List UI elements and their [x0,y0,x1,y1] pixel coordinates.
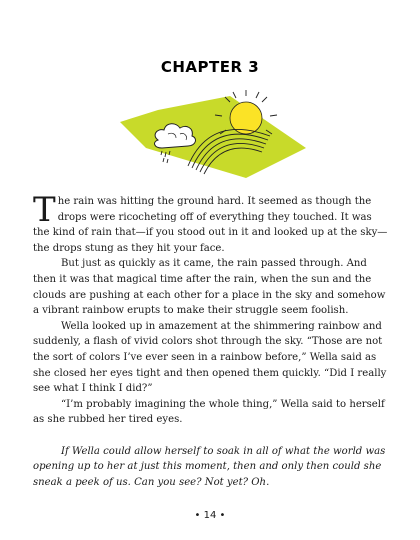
chapter-title: CHAPTER 3 [160,58,260,76]
page-number: • 14 • [194,510,226,521]
paragraph-1 [33,190,389,256]
chapter-body [33,190,389,490]
paragraph-3: Wella looked up in amazement at the shimmering rainbow and suddenly, a flash of vivid colors shot through the sky. “Those are not the sort of colors I’ve ever seen in a rainbow before,” Wella said as she closed her eyes tight and then opened them quickly. “Did I really see what I think I did?” [33,320,387,395]
paragraph-4: “I’m probably imagining the whole thing,” Wella said to herself as she rubbed her tired eyes. [33,398,385,426]
drop-cap: T [33,190,56,230]
paragraph-text: he rain was hitting the ground hard. It seemed as though the drops were ricocheting off of everything they touched. It was the kind of rain that—if you stood out in it and looked up at the sky—the drops stung as they hit your face. [33,196,388,254]
italic-paragraph: If Wella could allow herself to soak in all of what the world was opening up to her at just this moment, then and only then could she sneak a peek of us. Can you see? Not yet? Oh. [33,445,386,488]
paragraph-2: But just as quickly as it came, the rain passed through. And then it was that magical time after the rain, when the sun and the clouds are pushing at each other for a place in the sky and somehow a vibrant rainbow erupts to make their struggle seem foolish. [33,258,386,317]
sun-rainbow-cloud-illustration [118,88,308,178]
